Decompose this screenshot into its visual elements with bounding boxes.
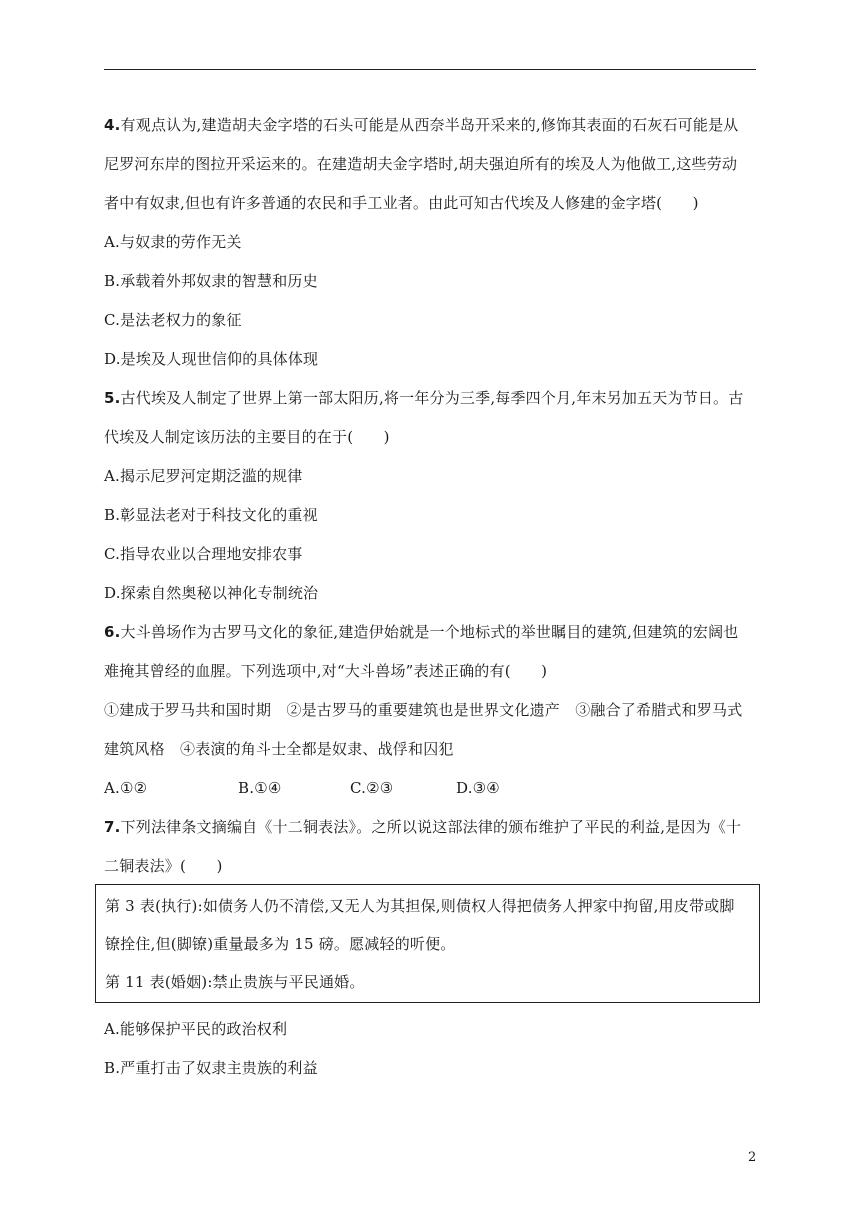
option-b: B.彰显法老对于科技文化的重视 [104,506,318,524]
option-d: D.③④ [456,779,500,797]
question-stem [104,808,764,847]
stem-text: 二铜表法》( ) [104,857,223,875]
stem-text: 者中有奴隶,但也有许多普通的农民和手工业者。由此可知古代埃及人修建的金字塔( ) [104,194,699,212]
question-number: 6. [104,623,121,641]
question-number: 5. [104,389,121,407]
source-text: 第 3 表(执行):如债务人仍不清偿,又无人为其担保,则债权人得把债务人押家中拘留,用皮带或脚 [105,897,735,915]
question-number: 7. [104,818,121,836]
option-b: B.严重打击了奴隶主贵族的利益 [104,1059,318,1077]
option-b: B.承载着外邦奴隶的智慧和历史 [104,272,318,290]
question-6 [104,613,764,808]
question-list [104,106,764,886]
question-stem [104,379,764,418]
stem-text: 有观点认为,建造胡夫金字塔的石头可能是从西奈半岛开采来的,修饰其表面的石灰石可能是从 [120,116,739,134]
option-b: B.①④ [238,779,282,797]
option-a: A.与奴隶的劳作无关 [104,233,242,251]
option-d: D.是埃及人现世信仰的具体体现 [104,350,319,368]
statement-list: 建筑风格 ④表演的角斗士全都是奴隶、战俘和囚犯 [104,740,454,758]
stem-text: 尼罗河东岸的图拉开采运来的。在建造胡夫金字塔时,胡夫强迫所有的埃及人为他做工,这些劳动 [104,155,738,173]
source-text: 镣拴住,但(脚镣)重量最多为 15 磅。愿减轻的听便。 [105,935,456,953]
stem-text: 大斗兽场作为古罗马文化的象征,建造伊始就是一个地标式的举世瞩目的建筑,但建筑的宏阔也 [120,623,739,641]
option-c: C.②③ [350,779,394,797]
header-rule [104,69,756,70]
source-material-box [95,884,760,1003]
page-number: 2 [748,1150,757,1165]
question-number: 4. [104,116,121,134]
stem-text: 代埃及人制定该历法的主要目的在于( ) [104,428,390,446]
question-4 [104,106,764,379]
stem-text: 难掩其曾经的血腥。下列选项中,对“大斗兽场”表述正确的有( ) [104,662,548,680]
stem-text: 古代埃及人制定了世界上第一部太阳历,将一年分为三季,每季四个月,年末另加五天为节日。古 [120,389,744,407]
question-7 [104,808,764,886]
question-stem [104,613,764,652]
option-c: C.是法老权力的象征 [104,311,242,329]
question-7-options [104,1010,318,1088]
question-stem [104,106,764,145]
source-text: 第 11 表(婚姻):禁止贵族与平民通婚。 [105,973,365,991]
statement-list: ①建成于罗马共和国时期 ②是古罗马的重要建筑也是世界文化遗产 ③融合了希腊式和罗马式 [104,701,743,719]
option-a: A.能够保护平民的政治权利 [104,1020,288,1038]
stem-text: 下列法律条文摘编自《十二铜表法》。之所以说这部法律的颁布维护了平民的利益,是因为《十 [120,818,742,836]
option-d: D.探索自然奥秘以神化专制统治 [104,584,319,602]
option-a: A.揭示尼罗河定期泛滥的规律 [104,467,303,485]
options-row [104,769,764,808]
option-a: A.①② [104,779,148,797]
option-c: C.指导农业以合理地安排农事 [104,545,303,563]
question-5 [104,379,764,613]
